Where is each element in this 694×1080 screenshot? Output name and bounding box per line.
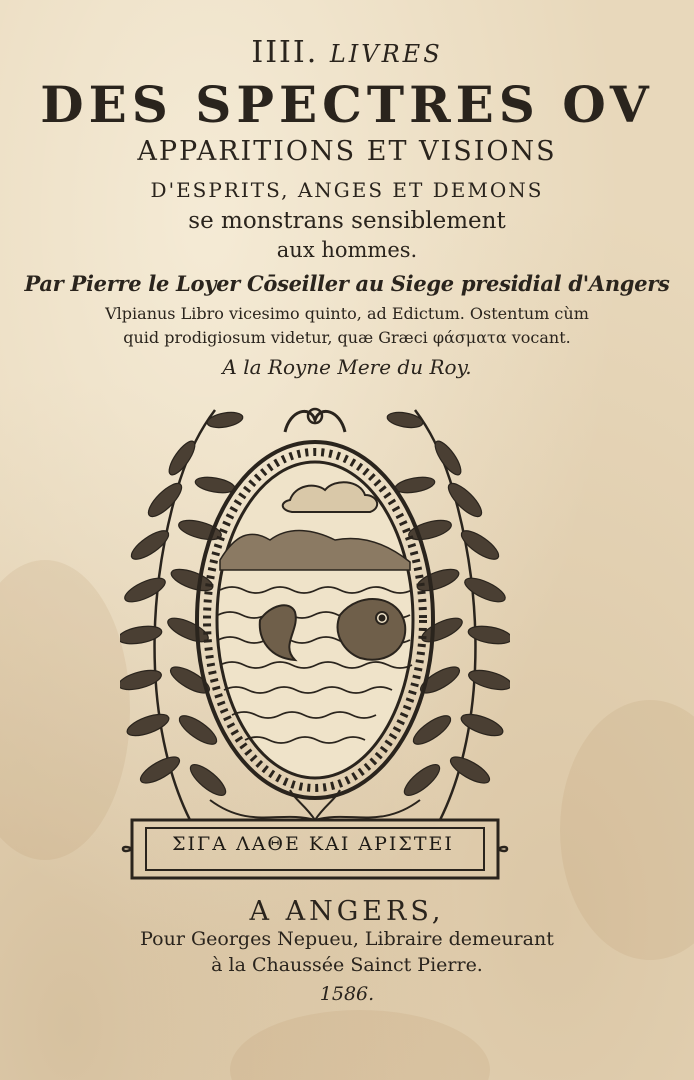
title-line-3: APPARITIONS ET VISIONS [137, 136, 557, 167]
title-line-5: se monstrans sensiblement [188, 208, 506, 234]
device-motto: ΣΙΓΑ ΛΑΘΕ ΚΑΙ ΑΡΙΣΤΕΙ [172, 833, 454, 855]
book-count: IIII. [251, 35, 319, 70]
quote-line-1: Vlpianus Libro vicesimo quinto, ad Edictum. Ostentum cùm [105, 304, 589, 323]
paper-stain [230, 1010, 490, 1080]
quote-line-2: quid prodigiosum videtur, quæ Græci φάσματα vocant. [123, 328, 571, 347]
printers-device-woodcut [120, 390, 510, 890]
livres-word: LIVRES [329, 40, 443, 68]
title-line-4: D'ESPRITS, ANGES ET DEMONS [150, 178, 544, 202]
dedication: A la Royne Mere du Roy. [222, 355, 472, 379]
imprint-publisher: Pour Georges Nepueu, Libraire demeurant [140, 928, 554, 950]
title-line-6: aux hommes. [276, 238, 418, 262]
imprint-year: 1586. [319, 983, 375, 1005]
imprint-city: A ANGERS, [249, 896, 445, 927]
ribbon-knot-icon [210, 790, 420, 820]
main-title: DES SPECTRES OV [40, 75, 654, 134]
author-line: Par Pierre le Loyer Cōseiller au Siege presidial d'Angers [24, 271, 670, 296]
paper-stain [0, 560, 130, 860]
imprint-address: à la Chaussée Sainct Pierre. [211, 954, 483, 976]
title-line-1 [0, 35, 694, 70]
